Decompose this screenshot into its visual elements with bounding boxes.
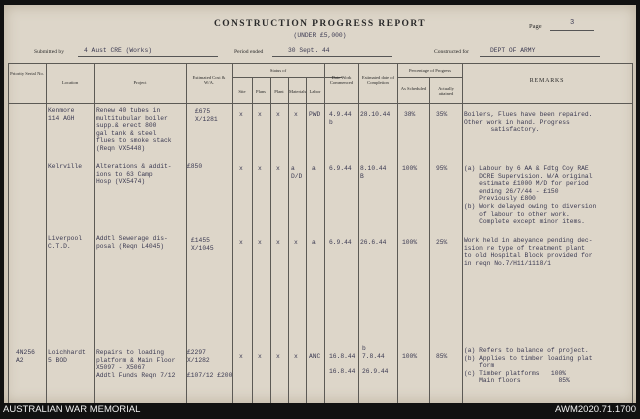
col-location: Location — [61, 80, 79, 85]
report-subtitle: (UNDER £5,000) — [293, 32, 347, 39]
row-labor: ANC — [309, 353, 321, 360]
row-attained: 25% — [436, 239, 448, 246]
row-commenced: 6.9.44 — [329, 239, 352, 246]
row-materials: a D/D — [291, 165, 303, 180]
row-cost: £1455 X/1045 — [191, 237, 214, 252]
row-materials: x — [294, 111, 298, 118]
row-labor: PWD — [309, 111, 321, 118]
row-plans: x — [258, 111, 262, 118]
row-completion: 26.6.44 — [360, 239, 387, 246]
row-project: Addtl Sewerage dis- posal (Reqn L4045) — [96, 235, 168, 250]
row-plant: x — [276, 239, 280, 246]
period-value: 30 Sept. 44 — [288, 47, 330, 54]
footer-institution: AUSTRALIAN WAR MEMORIAL — [3, 404, 141, 415]
col-project: Project — [133, 80, 147, 85]
row-cost: £675 X/1281 — [195, 108, 218, 123]
col-status-materials: Materials — [289, 89, 307, 94]
row-project: Repairs to loading platform & Main Floor X5097 - X5067 Addtl Funds Reqn 7/12 — [96, 349, 176, 379]
constructed-value: DEPT OF ARMY — [490, 47, 536, 54]
row-location: Liverpool C.T.D. — [48, 235, 83, 250]
report-title: CONSTRUCTION PROGRESS REPORT — [213, 19, 426, 29]
row-site: x — [239, 239, 243, 246]
col-status-plant: Plant — [274, 89, 284, 94]
col-est-completion: Estimated date of Completion — [361, 75, 395, 86]
row-remarks: (a) Refers to balance of project. (b) Applies to timber loading plat form (c) Timber platforms 100% Main floors 85% — [464, 347, 593, 385]
page-label: Page — [529, 23, 542, 30]
footer-accession-number: AWM2020.71.1700 — [555, 404, 636, 415]
row-location: Loichhardt 5 BOD — [48, 349, 86, 364]
row-plant: x — [276, 111, 280, 118]
col-estimated-cost: Estimated Cost & W/A. — [192, 75, 226, 86]
row-site: x — [239, 111, 243, 118]
row-plans: x — [258, 239, 262, 246]
col-status-plans: Plans — [256, 89, 266, 94]
col-status-site: Site — [238, 89, 246, 94]
row-commenced: 4.9.44 b — [329, 111, 352, 126]
col-status-labor: Labor — [309, 89, 321, 94]
col-progress-group: Percentage of Progress — [408, 68, 452, 73]
row-scheduled: 100% — [402, 239, 418, 246]
row-location: Kenmore 114 AGH — [48, 107, 75, 122]
row-attained: 35% — [436, 111, 448, 118]
row-site: x — [239, 165, 243, 172]
row-remarks: (a) Labour by 6 AA & Fdtg Coy RAE DCRE Supervision. W/A original estimate £1000 M/D for period ending 26/7/44 - £150 Previously £800 (b) Work delayed owing to diversion of labour to other work. Complete except minor items. — [464, 165, 597, 226]
submitted-label: Submitted by — [34, 49, 64, 55]
col-as-scheduled: As Scheduled — [400, 86, 427, 91]
col-actually-attained: Actually attained — [438, 86, 454, 97]
row-materials: x — [294, 353, 298, 360]
col-remarks: REMARKS — [529, 78, 565, 84]
row-location: Kelrville — [48, 163, 83, 170]
row-remarks: Boilers, Flues have been repaired. Other work in hand. Progress satisfactory. — [464, 111, 593, 134]
row-plans: x — [258, 165, 262, 172]
row-labor: a — [312, 165, 316, 172]
constructed-label: Constructed for — [434, 49, 469, 55]
row-plant: x — [276, 165, 280, 172]
page-value: 3 — [570, 19, 575, 27]
row-plant: x — [276, 353, 280, 360]
row-cost: £850 — [187, 163, 203, 170]
row-scheduled: 100% — [402, 165, 418, 172]
row-cost: £2297 X/1282 £107/12 £200 — [187, 349, 233, 379]
row-plans: x — [258, 353, 262, 360]
submitted-value: 4 Aust CRE (Works) — [84, 47, 153, 54]
period-label: Period ended — [234, 49, 264, 55]
row-priority: 4N256 A2 — [16, 349, 35, 364]
row-attained: 85% — [436, 353, 448, 360]
row-site: x — [239, 353, 243, 360]
row-completion: b 7.8.44 26.9.44 — [362, 345, 389, 375]
row-scheduled: 38% — [404, 111, 416, 118]
row-commenced: 16.8.44 16.8.44 — [329, 353, 356, 376]
col-status-group: Status of — [269, 68, 287, 73]
row-commenced: 6.9.44 — [329, 165, 352, 172]
row-materials: x — [294, 239, 298, 246]
row-project: Alterations & addit- ions to 63 Camp Hosp (VX5474) — [96, 163, 172, 186]
row-attained: 95% — [436, 165, 448, 172]
row-scheduled: 100% — [402, 353, 418, 360]
row-completion: 8.10.44 B — [360, 165, 387, 180]
col-date-commenced: Date Work Commenced — [329, 75, 354, 86]
row-remarks: Work held in abeyance pending dec- ision re type of treatment plant to old Hospital Block provided for in reqn No.7/H11/1118/1 — [464, 237, 593, 267]
row-project: Renew 40 tubes in multitubular boiler supp.& erect 800 gal tank & steel flues to smoke stack (Reqn VX5448) — [96, 107, 172, 152]
col-priority: Priority Serial No. — [10, 71, 44, 76]
row-completion: 28.10.44 — [360, 111, 391, 118]
row-labor: a — [312, 239, 316, 246]
report-sheet — [4, 5, 636, 403]
